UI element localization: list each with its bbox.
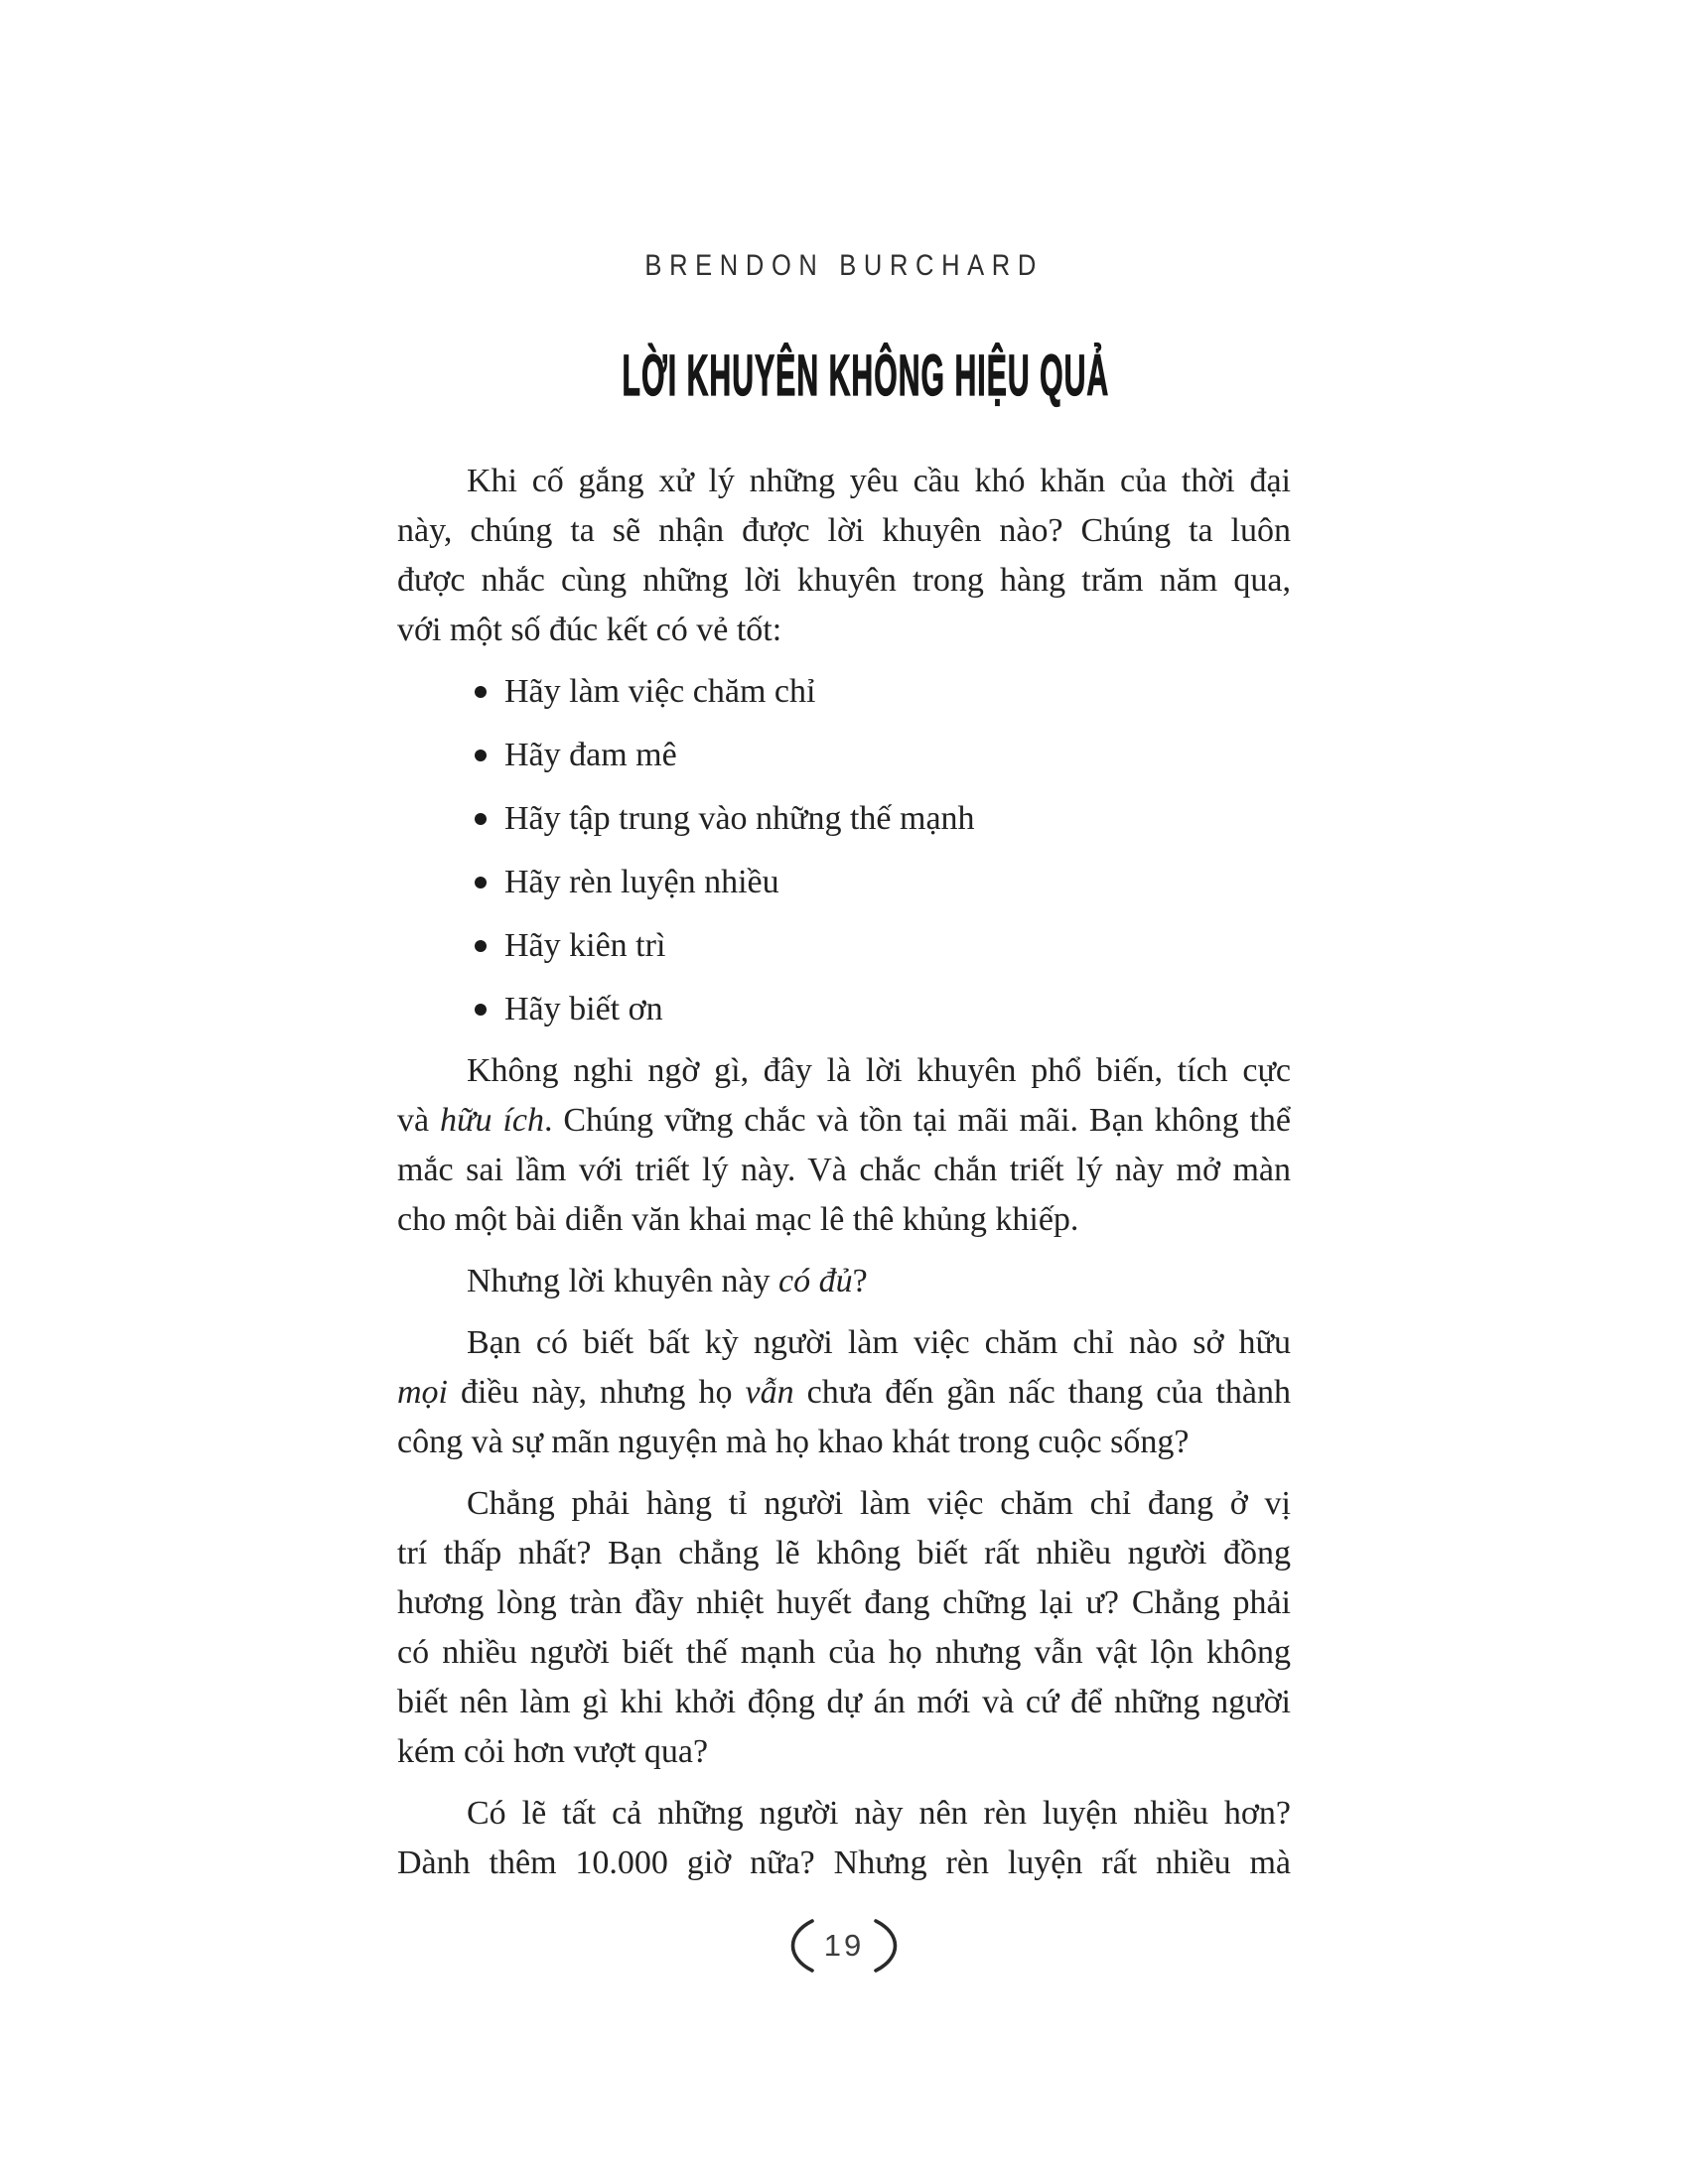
- bullet-dot-icon: [475, 686, 487, 698]
- body-line: được nhắc cùng những lời khuyên trong hàng trăm năm qua,: [397, 562, 1291, 599]
- page-number: 19: [823, 1928, 865, 1963]
- body-line: này, chúng ta sẽ nhận được lời khuyên nào? Chúng ta luôn: [397, 512, 1291, 549]
- paragraph: [397, 1479, 1291, 1777]
- body-line: mọi điều này, nhưng họ vẫn chưa đến gần nấc thang của thành: [397, 1374, 1291, 1411]
- bullet-item: [397, 858, 1291, 907]
- bullet-item: [397, 794, 1291, 844]
- body-line: Chẳng phải hàng tỉ người làm việc chăm chỉ đang ở vị: [467, 1485, 1291, 1522]
- body-line: công và sự mãn nguyện mà họ khao khát trong cuộc sống?: [397, 1424, 1190, 1460]
- body-line: Khi cố gắng xử lý những yêu cầu khó khăn của thời đại: [467, 463, 1291, 499]
- page-footer: [397, 1916, 1291, 1980]
- body-line: cho một bài diễn văn khai mạc lê thê khủng khiếp.: [397, 1201, 1079, 1238]
- body-line: Dành thêm 10.000 giờ nữa? Nhưng rèn luyện rất nhiều mà: [397, 1844, 1291, 1881]
- body-line: Bạn có biết bất kỳ người làm việc chăm chỉ nào sở hữu: [467, 1324, 1291, 1361]
- bullet-item: [397, 985, 1291, 1034]
- content-blocks: [397, 457, 1291, 1888]
- body-line: và hữu ích. Chúng vững chắc và tồn tại mãi mãi. Bạn không thể: [397, 1102, 1292, 1139]
- paragraph: [397, 457, 1291, 655]
- paragraph: [397, 1318, 1291, 1467]
- bullet-dot-icon: [475, 940, 487, 952]
- page-number-ornament: [773, 1916, 915, 1976]
- bullet-list: [397, 667, 1291, 1034]
- paragraph: [397, 1257, 1291, 1306]
- running-header: [397, 248, 1291, 289]
- left-bracket-icon: [773, 1916, 818, 1976]
- bullet-text: Hãy biết ơn: [504, 991, 663, 1027]
- text-column: [397, 248, 1291, 1980]
- bullet-dot-icon: [475, 750, 487, 761]
- body-line: Nhưng lời khuyên này có đủ?: [467, 1263, 868, 1299]
- body-line: mắc sai lầm với triết lý này. Và chắc chắn triết lý này mở màn: [397, 1152, 1291, 1188]
- bullet-text: Hãy tập trung vào những thế mạnh: [504, 800, 975, 837]
- bullet-text: Hãy kiên trì: [504, 927, 666, 964]
- body-line: có nhiều người biết thế mạnh của họ nhưng vẫn vật lộn không: [397, 1634, 1291, 1671]
- bullet-item: [397, 921, 1291, 971]
- body-line: với một số đúc kết có vẻ tốt:: [397, 612, 782, 648]
- section-title: [397, 344, 1291, 423]
- body-line: kém cỏi hơn vượt qua?: [397, 1733, 709, 1770]
- paragraph: [397, 1046, 1291, 1245]
- body-line: Không nghi ngờ gì, đây là lời khuyên phổ biến, tích cực: [467, 1052, 1291, 1089]
- paragraph: [397, 1789, 1291, 1888]
- bullet-dot-icon: [475, 813, 487, 825]
- body-line: hương lòng tràn đầy nhiệt huyết đang chững lại ư? Chẳng phải: [397, 1584, 1291, 1621]
- section-title-text: LỜI KHUYÊN KHÔNG HIỆU QUẢ: [622, 343, 1110, 408]
- running-header-text: BRENDON BURCHARD: [644, 249, 1044, 282]
- bullet-text: Hãy đam mê: [504, 737, 677, 773]
- bullet-item: [397, 731, 1291, 780]
- body-line: biết nên làm gì khi khởi động dự án mới và cứ để những người: [397, 1684, 1291, 1720]
- bullet-dot-icon: [475, 1004, 487, 1016]
- bullet-text: Hãy làm việc chăm chỉ: [504, 673, 816, 710]
- bullet-dot-icon: [475, 877, 487, 888]
- body-line: trí thấp nhất? Bạn chẳng lẽ không biết rất nhiều người đồng: [397, 1535, 1291, 1571]
- body-line: Có lẽ tất cả những người này nên rèn luyện nhiều hơn?: [467, 1795, 1291, 1832]
- bullet-text: Hãy rèn luyện nhiều: [504, 864, 779, 900]
- right-bracket-icon: [870, 1916, 915, 1976]
- bullet-item: [397, 667, 1291, 717]
